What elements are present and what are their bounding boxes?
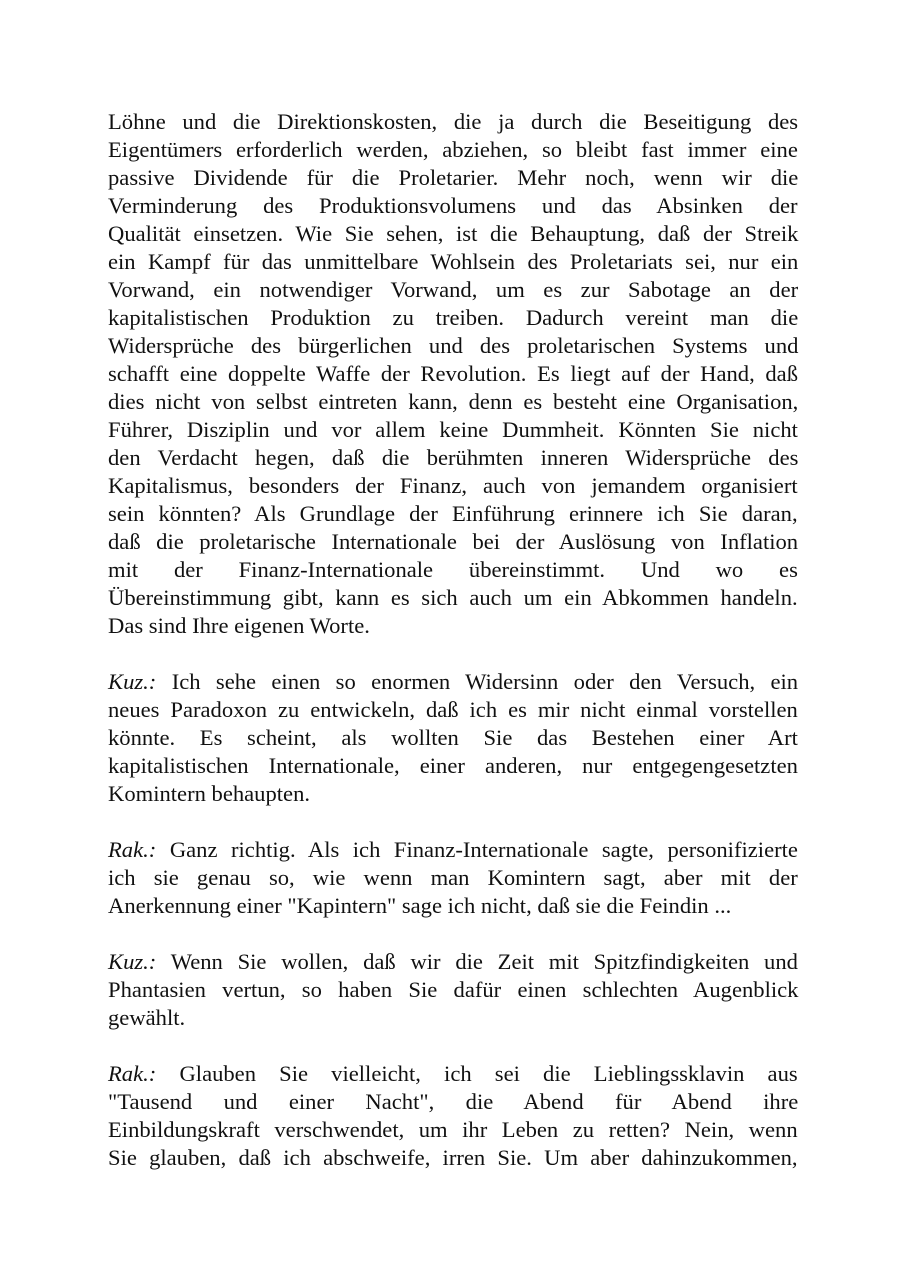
text-line <box>108 668 798 696</box>
text-line <box>108 892 798 920</box>
line-text: Kapitalismus, besonders der Finanz, auch von jemandem organisiert <box>108 473 798 498</box>
text-line <box>108 1004 798 1032</box>
text-line <box>108 472 798 500</box>
line-text: Komintern behaupten. <box>108 781 311 806</box>
text-line <box>108 864 798 892</box>
line-text: Ganz richtig. Als ich Finanz-Internationale sagte, personifizierte <box>169 837 798 862</box>
speaker-label: Rak.: <box>108 837 157 862</box>
line-text: Sie glauben, daß ich abschweife, irren Sie. Um aber dahinzukommen, <box>108 1145 798 1170</box>
text-line <box>108 248 798 276</box>
line-text: Wenn Sie wollen, daß wir die Zeit mit Spitzfindigkeiten und <box>170 949 798 974</box>
line-text: Eigentümers erforderlich werden, abziehen, so bleibt fast immer eine <box>108 137 798 162</box>
line-text: dies nicht von selbst eintreten kann, denn es besteht eine Organisation, <box>108 389 799 414</box>
text-line <box>108 416 798 444</box>
line-text: kapitalistischen Internationale, einer anderen, nur entgegengesetzten <box>108 753 798 778</box>
text-line <box>108 500 798 528</box>
line-text: ich sie genau so, wie wenn man Komintern sagt, aber mit der <box>108 865 798 890</box>
speaker-label: Rak.: <box>108 1061 157 1086</box>
text-line <box>108 192 798 220</box>
text-line <box>108 836 798 864</box>
line-text: Qualität einsetzen. Wie Sie sehen, ist die Behauptung, daß der Streik <box>108 221 799 246</box>
line-text: mit der Finanz-Internationale übereinstimmt. Und wo es <box>108 557 798 582</box>
line-text: Ich sehe einen so enormen Widersinn oder den Versuch, ein <box>171 669 799 694</box>
text-line <box>108 276 798 304</box>
line-text: Löhne und die Direktionskosten, die ja durch die Beseitigung des <box>108 109 799 134</box>
speaker-label: Kuz.: <box>108 949 157 974</box>
text-line <box>108 360 798 388</box>
text-line <box>108 948 798 976</box>
line-text: Anerkennung einer "Kapintern" sage ich nicht, daß sie die Feindin ... <box>108 893 732 918</box>
line-text: Übereinstimmung gibt, kann es sich auch um ein Abkommen handeln. <box>108 585 798 610</box>
text-paragraph <box>108 108 798 640</box>
text-line <box>108 976 798 1004</box>
dialogue-paragraph <box>108 1060 798 1172</box>
line-text: neues Paradoxon zu entwickeln, daß ich es mir nicht einmal vorstellen <box>108 697 798 722</box>
text-line <box>108 136 798 164</box>
line-text: sein könnten? Als Grundlage der Einführung erinnere ich Sie daran, <box>108 501 798 526</box>
text-line <box>108 388 798 416</box>
line-text: kapitalistischen Produktion zu treiben. Dadurch vereint man die <box>108 305 799 330</box>
line-text: den Verdacht hegen, daß die berühmten inneren Widersprüche des <box>108 445 799 470</box>
line-text: Führer, Disziplin und vor allem keine Dummheit. Könnten Sie nicht <box>108 417 798 442</box>
line-text: könnte. Es scheint, als wollten Sie das Bestehen einer Art <box>108 725 798 750</box>
text-line <box>108 1088 798 1116</box>
dialogue-paragraph <box>108 668 798 808</box>
text-line <box>108 1060 798 1088</box>
text-line <box>108 696 798 724</box>
text-line <box>108 612 798 640</box>
line-text: Glauben Sie vielleicht, ich sei die Lieblingssklavin aus <box>179 1061 798 1086</box>
line-text: gewählt. <box>108 1005 186 1030</box>
line-text: Widersprüche des bürgerlichen und des proletarischen Systems und <box>108 333 799 358</box>
text-line <box>108 752 798 780</box>
dialogue-paragraph <box>108 836 798 920</box>
line-text: Verminderung des Produktionsvolumens und das Absinken der <box>108 193 798 218</box>
text-line <box>108 584 798 612</box>
line-text: passive Dividende für die Proletarier. Mehr noch, wenn wir die <box>108 165 799 190</box>
text-line <box>108 304 798 332</box>
text-line <box>108 528 798 556</box>
text-line <box>108 724 798 752</box>
text-line <box>108 108 798 136</box>
text-line <box>108 444 798 472</box>
line-text: ein Kampf für das unmittelbare Wohlsein des Proletariats sei, nur ein <box>108 249 799 274</box>
document-page <box>108 108 798 1200</box>
speaker-label: Kuz.: <box>108 669 157 694</box>
line-text: Phantasien vertun, so haben Sie dafür einen schlechten Augenblick <box>108 977 799 1002</box>
line-text: daß die proletarische Internationale bei der Auslösung von Inflation <box>108 529 799 554</box>
text-line <box>108 556 798 584</box>
text-line <box>108 332 798 360</box>
line-text: schafft eine doppelte Waffe der Revolution. Es liegt auf der Hand, daß <box>108 361 798 386</box>
text-line <box>108 1144 798 1172</box>
line-text: Das sind Ihre eigenen Worte. <box>108 613 370 638</box>
line-text: Einbildungskraft verschwendet, um ihr Leben zu retten? Nein, wenn <box>108 1117 798 1142</box>
dialogue-paragraph <box>108 948 798 1032</box>
line-text: Vorwand, ein notwendiger Vorwand, um es zur Sabotage an der <box>108 277 799 302</box>
line-text: "Tausend und einer Nacht", die Abend für Abend ihre <box>108 1089 799 1114</box>
text-line <box>108 780 798 808</box>
text-line <box>108 220 798 248</box>
text-line <box>108 1116 798 1144</box>
text-line <box>108 164 798 192</box>
